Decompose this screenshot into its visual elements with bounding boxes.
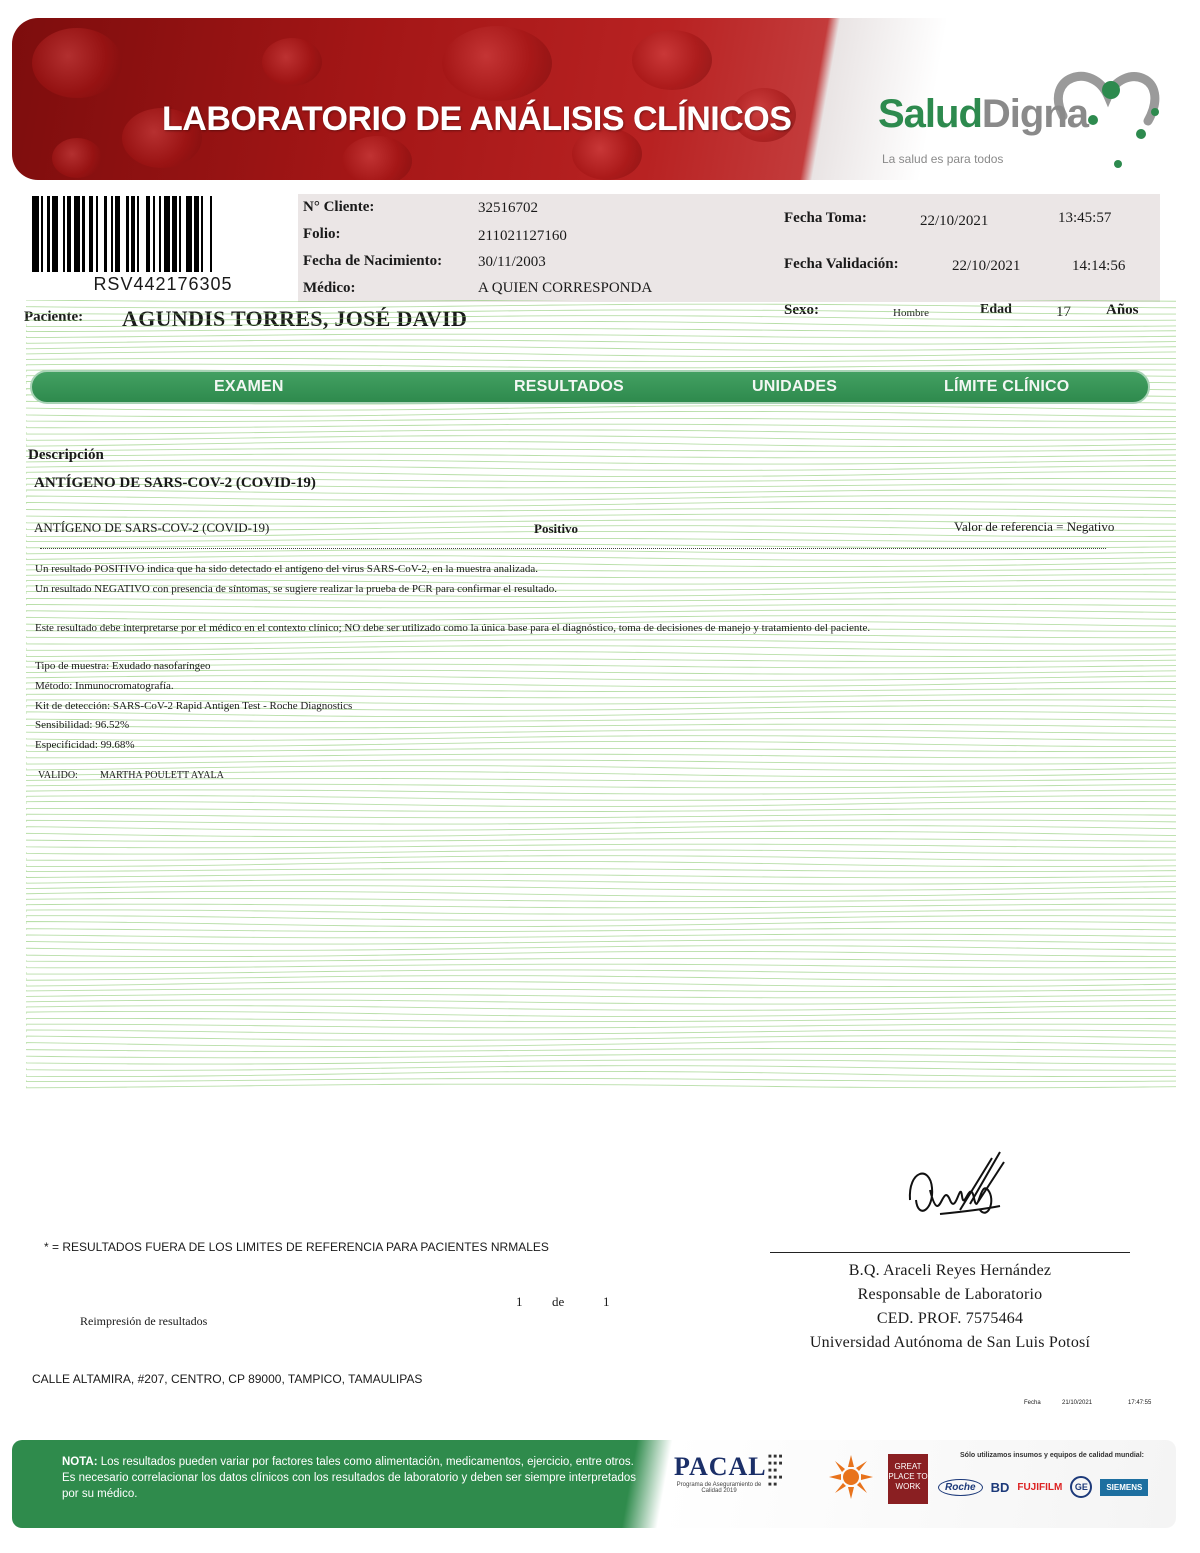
cliente-value: 32516702 xyxy=(478,200,538,216)
banner-title: LABORATORIO DE ANÁLISIS CLÍNICOS xyxy=(162,100,792,138)
certification-text: ■ ■ ■ ■ ■ ■ ■ ■ ■ ■ ■ ■ ■ xyxy=(768,1454,783,1488)
medico-label: Médico: xyxy=(303,280,356,296)
patient-info-background xyxy=(298,194,1160,302)
print-time: 17:47:55 xyxy=(1128,1400,1152,1406)
fecha-toma-time: 13:45:57 xyxy=(1058,210,1112,226)
folio-value: 211021127160 xyxy=(478,228,567,244)
fecha-toma-date: 22/10/2021 xyxy=(920,213,989,229)
metodo: Método: Inmunocromatografía. xyxy=(35,680,174,692)
footer-note: NOTA: Los resultados pueden variar por factores tales como alimentación, medicamentos, ejercicio, entre otros. Es necesario correlacionar los datos clínicos con los resultados de laboratorio y deben ser siempre interpretados por su médico. xyxy=(62,1456,637,1500)
fujifilm-logo: FUJIFILM xyxy=(1017,1481,1063,1493)
cliente-label: N° Cliente: xyxy=(303,199,375,215)
section-title: ANTÍGENO DE SARS-COV-2 (COVID-19) xyxy=(34,475,316,491)
test-result: Positivo xyxy=(534,521,579,536)
medico-value: A QUIEN CORRESPONDA xyxy=(478,280,653,296)
sexo-value: Hombre xyxy=(893,307,930,319)
security-watermark-lines xyxy=(26,300,1176,1092)
results-column-header xyxy=(30,370,1150,404)
salud-digna-logo xyxy=(878,66,1178,180)
logo-wordmark: SaludDigna xyxy=(878,92,1089,136)
note-positive: Un resultado POSITIVO indica que ha sido detectado el antígeno del virus SARS-CoV-2, en la muestra analizada. xyxy=(35,563,539,575)
print-label: Fecha xyxy=(1024,1400,1041,1406)
column-unidades: UNIDADES xyxy=(752,378,838,395)
roche-logo: Roche xyxy=(938,1479,983,1496)
fecha-validacion-label: Fecha Validación: xyxy=(784,256,899,272)
reimpresion-label: Reimpresión de resultados xyxy=(80,1314,208,1328)
valido-label: VALIDO: xyxy=(38,770,78,781)
valido-name: MARTHA POULETT AYALA xyxy=(100,770,224,781)
brands-title: Sólo utilizamos insumos y equipos de calidad mundial: xyxy=(960,1452,1144,1459)
tipo-muestra: Tipo de muestra: Exudado nasofaríngeo xyxy=(35,660,211,672)
nacimiento-label: Fecha de Nacimiento: xyxy=(303,253,443,269)
brand-logos xyxy=(938,1476,1148,1498)
folio-label: Folio: xyxy=(303,226,341,242)
patient-name: AGUNDIS TORRES, JOSÉ DAVID xyxy=(122,306,468,331)
sensibilidad: Sensibilidad: 96.52% xyxy=(35,719,130,731)
great-place-to-work-badge: GREAT PLACE TO WORK xyxy=(888,1454,928,1504)
sun-certification-icon xyxy=(826,1452,876,1502)
pacal-logo: PACAL Programa de Aseguramiento de Calidad 2019 xyxy=(674,1452,767,1494)
signer-cedula: CED. PROF. 7575464 xyxy=(876,1310,1024,1327)
logo-tagline: La salud es para todos xyxy=(882,152,1004,166)
column-limite-clinico: LÍMITE CLÍNICO xyxy=(944,378,1070,395)
column-examen: EXAMEN xyxy=(214,378,284,395)
lab-address: CALLE ALTAMIRA, #207, CENTRO, CP 89000, TAMPICO, TAMAULIPAS xyxy=(32,1372,423,1386)
fecha-validacion-date: 22/10/2021 xyxy=(952,258,1021,274)
edad-value: 17 xyxy=(1056,304,1071,320)
barcode xyxy=(32,196,280,272)
siemens-logo: SIEMENS xyxy=(1100,1479,1148,1496)
page-de: de xyxy=(552,1294,565,1309)
reference-value: Valor de referencia = Negativo xyxy=(954,519,1115,534)
fuera-limites-note: * = RESULTADOS FUERA DE LOS LIMITES DE REFERENCIA PARA PACIENTES NRMALES xyxy=(44,1240,549,1254)
page-total: 1 xyxy=(603,1294,610,1309)
handwritten-signature xyxy=(900,1140,1010,1250)
paciente-label: Paciente: xyxy=(24,309,84,325)
print-date: 21/10/2021 xyxy=(1062,1400,1093,1406)
signer-name: B.Q. Araceli Reyes Hernández xyxy=(848,1262,1052,1279)
descripcion-label: Descripción xyxy=(28,447,104,463)
sexo-label: Sexo: xyxy=(784,302,819,318)
header-banner xyxy=(12,18,1184,180)
page-current: 1 xyxy=(516,1294,523,1309)
especificidad: Especificidad: 99.68% xyxy=(35,739,135,751)
fecha-validacion-time: 14:14:56 xyxy=(1072,258,1126,274)
nacimiento-value: 30/11/2003 xyxy=(478,254,546,270)
signer-role: Responsable de Laboratorio xyxy=(857,1286,1043,1303)
fecha-toma-label: Fecha Toma: xyxy=(784,210,867,226)
anos-label: Años xyxy=(1106,302,1139,318)
result-divider xyxy=(40,548,1106,549)
kit-deteccion: Kit de detección: SARS-CoV-2 Rapid Antigen Test - Roche Diagnostics xyxy=(35,700,353,712)
bd-logo: BD xyxy=(990,1479,1010,1495)
footer-banner xyxy=(12,1440,1176,1528)
test-name: ANTÍGENO DE SARS-COV-2 (COVID-19) xyxy=(34,520,270,535)
signer-university: Universidad Autónoma de San Luis Potosí xyxy=(809,1334,1091,1351)
barcode-number: RSV442176305 xyxy=(93,274,233,294)
note-negative: Un resultado NEGATIVO con presencia de síntomas, se sugiere realizar la prueba de PCR para confirmar el resultado. xyxy=(35,583,558,595)
note-interpretation: Este resultado debe interpretarse por el médico en el contexto clínico; NO debe ser utilizado como la única base para el diagnóstico, toma de decisiones de manejo y tratamiento del paciente. xyxy=(35,622,871,634)
column-resultados: RESULTADOS xyxy=(514,378,624,395)
ge-logo: GE xyxy=(1070,1476,1092,1498)
signature-line xyxy=(770,1252,1130,1253)
edad-label: Edad xyxy=(980,302,1012,317)
